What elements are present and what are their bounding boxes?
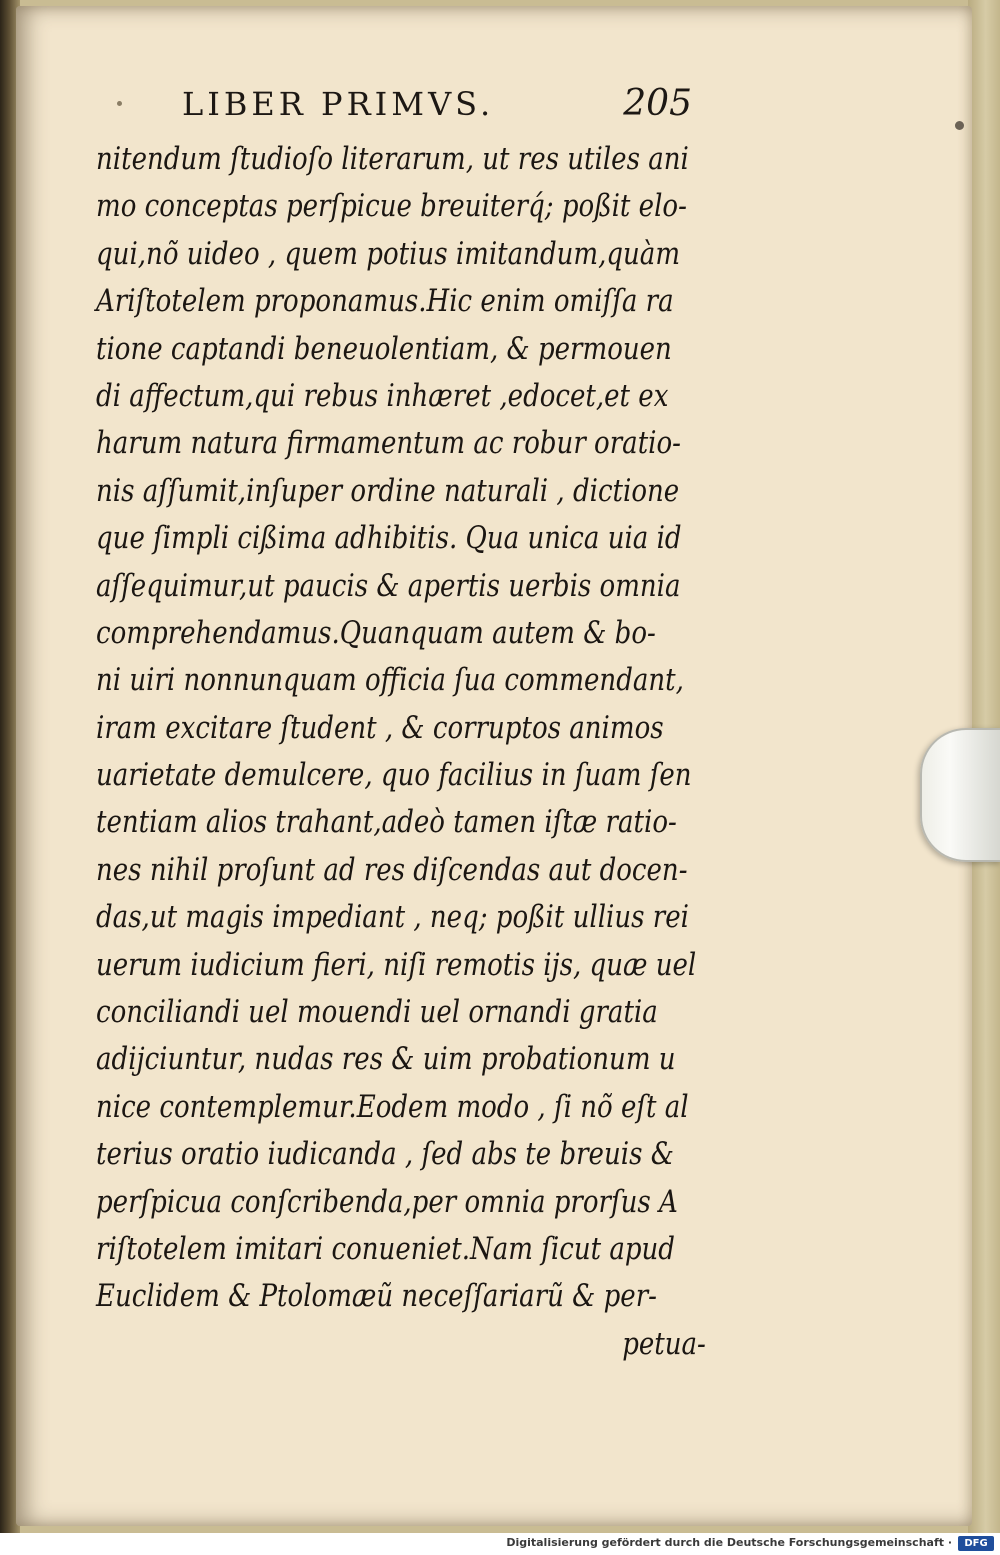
text-line: tentiam alios trahant,adeò tamen iſtæ ratio- — [96, 804, 677, 841]
text-line: uarietate demulcere, quo facilius in ſuam ſen — [96, 757, 692, 794]
text-line: iram excitare ſtudent , & corruptos animos — [96, 709, 664, 746]
catchword: petua- — [622, 1325, 706, 1362]
text-line: harum natura firmamentum ac robur oratio- — [96, 425, 681, 462]
text-line: qui,nõ uideo , quem potius imitandum,quàm — [96, 235, 681, 272]
text-line: nitendum ſtudioſo literarum, ut res utiles ani — [96, 141, 689, 177]
text-line: di affectum,qui rebus inhæret ,edocet,et ex — [96, 377, 669, 414]
body-text — [96, 136, 706, 1368]
text-line: uerum iudicium fieri, niſi remotis iјs, quæ uel — [96, 946, 697, 983]
text-line: adijciuntur, nudas res & uim probationum u — [96, 1041, 676, 1078]
text-line: mo conceptas perſpicue breuiterq́; poßit elo- — [96, 188, 687, 225]
text-line: nes nihil proſunt ad res diſcendas aut docen- — [96, 851, 688, 888]
digitization-credit-bar — [0, 1533, 1000, 1555]
text-line: aſſequimur,ut paucis & apertis uerbis omnia — [96, 567, 681, 604]
page-clip — [920, 728, 1000, 862]
text-line: comprehendamus.Quanquam autem & bo- — [96, 614, 656, 651]
text-line: ni uiri nonnunquam officia ſua commendant, — [96, 662, 684, 699]
dfg-logo: DFG — [958, 1536, 994, 1551]
text-line: riſtotelem imitari conueniet.Nam ſicut apud — [96, 1230, 675, 1267]
text-line: Euclidem & Ptolomæũ neceſſariarũ & per- — [96, 1278, 657, 1315]
running-title: LIBER PRIMVS. — [182, 85, 495, 123]
text-line: nis aſſumit,inſuper ordine naturali , dictione — [96, 472, 680, 509]
running-head — [182, 80, 692, 130]
text-line: terius oratio iudicanda , ſed abs te breuis & — [96, 1136, 674, 1173]
text-line: que ſimpli cißima adhibitis. Qua unica uia id — [96, 520, 682, 557]
page-dot-mark — [955, 121, 964, 130]
page-speck-mark — [117, 101, 122, 106]
text-line: nice contemplemur.Eodem modo , ſi nõ eſt al — [96, 1088, 689, 1125]
text-line: tione captandi beneuolentiam, & permouen — [96, 330, 672, 367]
credit-text: Digitalisierung gefördert durch die Deutsche Forschungsgemeinschaft · — [506, 1536, 952, 1549]
text-line: perſpicua conſcribenda,per omnia prorſus A — [96, 1183, 678, 1220]
page-number: 205 — [623, 83, 692, 124]
text-line: das,ut magis impediant , neq; poßit ullius rei — [96, 899, 689, 936]
text-line: Ariſtotelem proponamus.Hic enim omiſſa ra — [96, 283, 674, 320]
text-line: conciliandi uel mouendi uel ornandi gratia — [96, 994, 658, 1031]
